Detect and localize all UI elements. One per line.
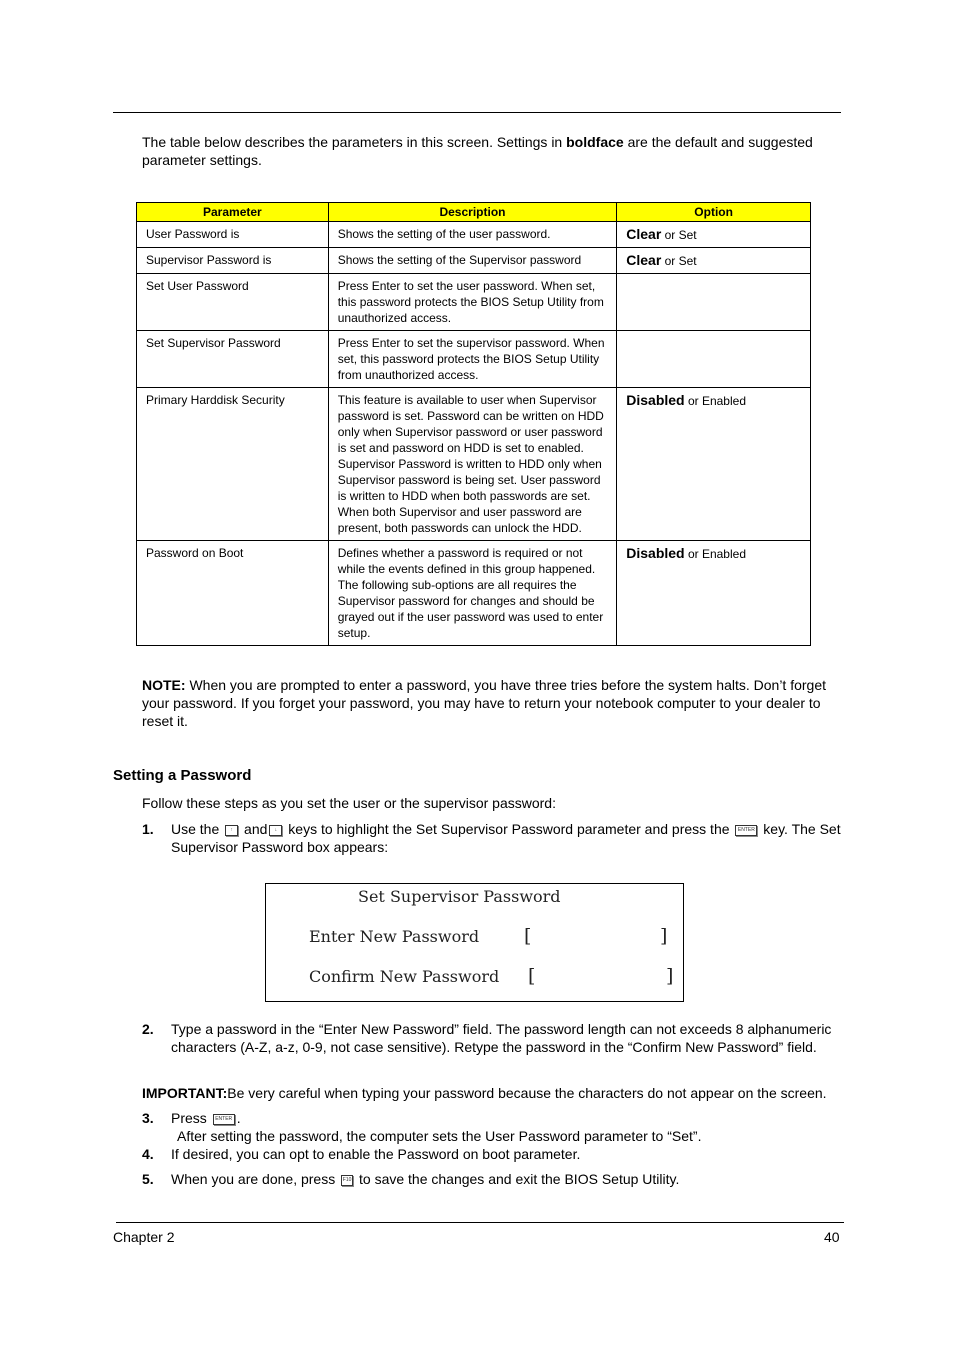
intro-paragraph: The table below describes the parameters in this screen. Settings in boldface are the default and suggested parameter settings. [142, 134, 813, 168]
table-row [137, 248, 811, 274]
param-cell: Set User Password [137, 274, 329, 331]
enter-password-field-close: ] [660, 925, 668, 947]
follow-text: Follow these steps as you set the user or the supervisor password: [142, 795, 556, 811]
section-title: Setting a Password [113, 767, 252, 784]
up-arrow-key-icon: ↑ [225, 825, 238, 836]
option-cell [617, 331, 811, 388]
param-cell: Primary Harddisk Security [137, 388, 329, 541]
header-description: Description [328, 203, 617, 222]
desc-cell: Defines whether a password is required or not while the events defined in this group happened. The following sub-options are all requires the Supervisor password for changes and should be grayed out if the user password was used to enter setup. [328, 541, 617, 646]
table-row [137, 274, 811, 331]
note-paragraph [142, 676, 842, 730]
param-cell: Password on Boot [137, 541, 329, 646]
option-cell: Clear or Set [617, 248, 811, 274]
confirm-new-password-label: Confirm New Password [309, 967, 500, 986]
confirm-password-field-close: ] [666, 965, 674, 987]
table-row [137, 222, 811, 248]
set-supervisor-password-dialog [265, 883, 684, 1002]
option-cell: Disabled or Enabled [617, 541, 811, 646]
table-row [137, 388, 811, 541]
down-arrow-key-icon: ↓ [269, 825, 282, 836]
desc-cell: Press Enter to set the user password. When set, this password protects the BIOS Setup Utility from unauthorized access. [328, 274, 617, 331]
enter-new-password-label: Enter New Password [309, 927, 480, 946]
option-cell: Clear or Set [617, 222, 811, 248]
table-row [137, 331, 811, 388]
important-label: IMPORTANT: [142, 1085, 228, 1101]
f10-key-icon: F10 [341, 1175, 353, 1186]
table-header-row [137, 203, 811, 222]
enter-key-icon: ENTER [213, 1114, 235, 1125]
footer-page-number: 40 [824, 1229, 840, 1245]
footer-rule [116, 1222, 844, 1223]
note-label: NOTE: [142, 677, 186, 693]
option-cell [617, 274, 811, 331]
important-paragraph: IMPORTANT:Be very careful when typing your password because the characters do not appear on the screen. [142, 1085, 827, 1101]
desc-cell: Shows the setting of the Supervisor password [328, 248, 617, 274]
footer-chapter: Chapter 2 [113, 1229, 175, 1245]
desc-cell: This feature is available to user when Supervisor password is set. Password can be written on HDD only when Supervisor password or user password is set and password on HDD is set to enabled. Supervisor Password is written to HDD only when Supervisor password is being set. User password is written to HDD when both passwords are set. When both Supervisor and user password are present, both passwords can unlock the HDD. [328, 388, 617, 541]
header-parameter: Parameter [137, 203, 329, 222]
param-cell: Supervisor Password is [137, 248, 329, 274]
dialog-title: Set Supervisor Password [358, 887, 561, 906]
parameters-table [136, 202, 811, 646]
header-rule [113, 112, 841, 113]
header-option: Option [617, 203, 811, 222]
enter-password-field-open[interactable]: [ [524, 925, 532, 947]
desc-cell: Shows the setting of the user password. [328, 222, 617, 248]
desc-cell: Press Enter to set the supervisor password. When set, this password protects the BIOS Setup Utility from unauthorized access. [328, 331, 617, 388]
note-text: When you are prompted to enter a password, you have three tries before the system halts. Don’t forget your password. If you forget your password, you may have to return your notebook computer to your dealer to reset it. [142, 677, 827, 729]
param-cell: User Password is [137, 222, 329, 248]
confirm-password-field-open[interactable]: [ [528, 965, 536, 987]
param-cell: Set Supervisor Password [137, 331, 329, 388]
option-cell: Disabled or Enabled [617, 388, 811, 541]
boldface-word: boldface [566, 134, 624, 150]
enter-key-icon: ENTER [735, 825, 757, 836]
table-row [137, 541, 811, 646]
